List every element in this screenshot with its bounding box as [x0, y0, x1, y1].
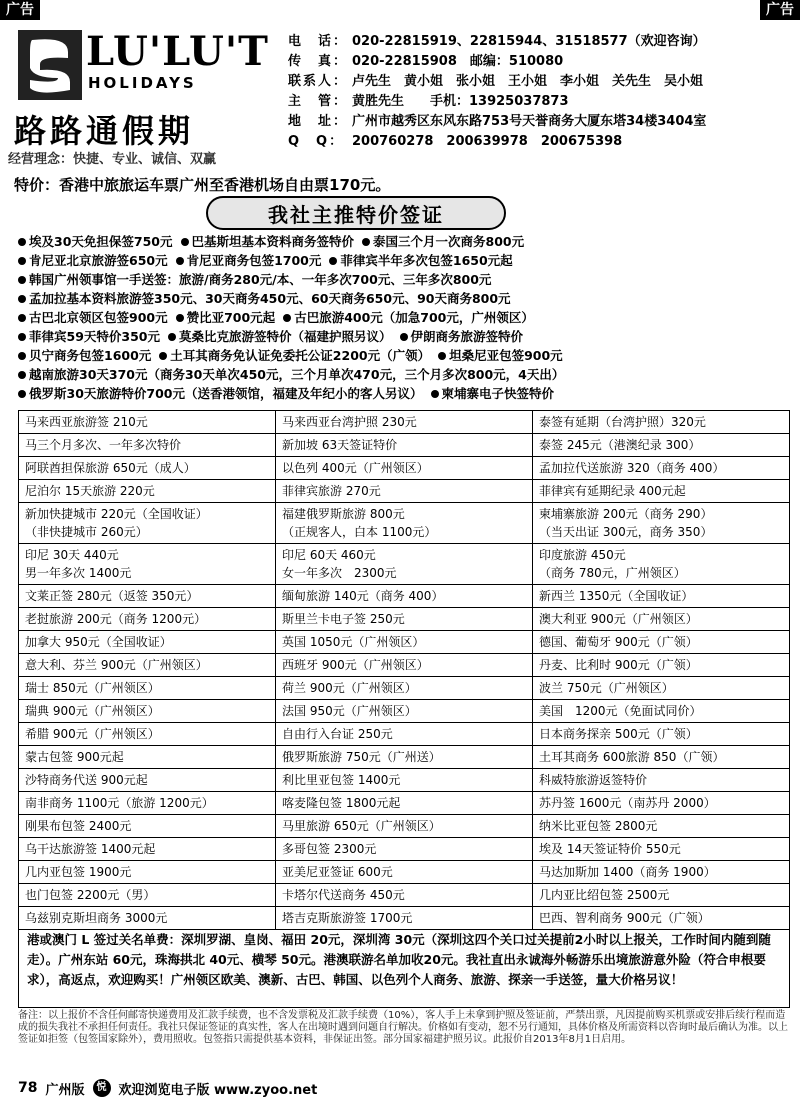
table-row — [19, 815, 790, 838]
table-cell: 阿联酋担保旅游 650元（成人） — [19, 457, 276, 480]
table-row — [19, 677, 790, 700]
contact-row-people: 联系人： 卢先生 黄小姐 张小姐 王小姐 李小姐 关先生 吴小姐 — [288, 74, 704, 89]
footer-text: 欢迎浏览电子版 www.zyoo.net — [118, 1082, 318, 1098]
table-cell: 刚果布包签 2400元 — [19, 815, 276, 838]
table-cell: 尼泊尔 15天旅游 220元 — [19, 480, 276, 503]
remark-note: 备注：以上报价不含任何邮寄快递费用及汇款手续费，也不含发票税及汇款手续费（10%），客人手上未拿到护照及签证前，严禁出票，凡因提前购买机票或安排后续行程而造成的损失我社不承担任何责任。我社只保证签证的真实性，客人在出境时遇到问题自行解决。价格如有变动，恕不另行通知，具体价格及所需资料以咨询时最后确认为准。以上签证如拒签（包签国家除外），费用照收。包签指只需提供基本资料，非保证出签。部分国家福建护照另议。此报价自2013年8月1日启用。 — [18, 1010, 788, 1045]
table-cell: 以色列 400元（广州领区） — [276, 457, 533, 480]
list-item: 泰国三个月一次商务800元 — [362, 234, 524, 249]
table-cell: 土耳其商务 600旅游 850（广领） — [533, 746, 790, 769]
list-item: 坦桑尼亚包签900元 — [438, 348, 563, 363]
bullet-dot-icon — [18, 333, 26, 341]
table-cell: 巴西、智利商务 900元（广领） — [533, 907, 790, 930]
table-cell: 波兰 750元（广州领区） — [533, 677, 790, 700]
bullet-line — [18, 327, 788, 346]
table-cell: 新加快捷城市 220元（全国收证） （非快捷城市 260元） — [19, 503, 276, 544]
table-cell: 英国 1050元（广州领区） — [276, 631, 533, 654]
list-item: 菲律宾59天特价350元 — [18, 329, 160, 344]
section-banner — [206, 196, 506, 230]
bullet-dot-icon — [159, 352, 167, 360]
bullet-dot-icon — [283, 314, 291, 322]
contact-row-manager: 主 管： 黄胜先生 手机：13925037873 — [288, 94, 569, 109]
table-cell: 马达加斯加 1400（商务 1900） — [533, 861, 790, 884]
table-cell: 新加坡 63天签证特价 — [276, 434, 533, 457]
table-cell: 马来西亚台湾护照 230元 — [276, 411, 533, 434]
table-cell: 亚美尼亚签证 600元 — [276, 861, 533, 884]
table-cell: 日本商务探亲 500元（广领） — [533, 723, 790, 746]
table-cell: 法国 950元（广州领区） — [276, 700, 533, 723]
list-item: 肯尼亚北京旅游签650元 — [18, 253, 168, 268]
bullet-dot-icon — [18, 238, 26, 246]
list-item: 越南旅游30天370元（商务30天单次450元，三个月单次470元，三个月多次800元，4天出） — [18, 367, 564, 382]
table-cell: 孟加拉代送旅游 320（商务 400） — [533, 457, 790, 480]
table-cell: 科威特旅游返签特价 — [533, 769, 790, 792]
list-item: 古巴北京领区包签900元 — [18, 310, 168, 325]
list-item: 柬埔寨电子快签特价 — [431, 386, 555, 401]
table-cell: 泰签有延期（台湾护照）320元 — [533, 411, 790, 434]
table-cell: 印度旅游 450元 （商务 780元，广州领区） — [533, 544, 790, 585]
table-cell: 利比里亚包签 1400元 — [276, 769, 533, 792]
page-footer — [0, 1076, 800, 1100]
table-row — [19, 746, 790, 769]
table-row — [19, 838, 790, 861]
brand-sub-en: HOLIDAYS — [88, 74, 197, 92]
bullet-dot-icon — [438, 352, 446, 360]
table-cell: 新西兰 1350元（全国收证） — [533, 585, 790, 608]
table-cell: 德国、葡萄牙 900元（广领） — [533, 631, 790, 654]
table-cell: 南非商务 1100元（旅游 1200元） — [19, 792, 276, 815]
contact-row-qq: Q Q： 200760278 200639978 200675398 — [288, 134, 623, 149]
table-cell: 泰签 245元（港澳纪录 300） — [533, 434, 790, 457]
table-cell: 美国 1200元（免面试同价） — [533, 700, 790, 723]
price-table — [18, 410, 790, 930]
table-cell: 菲律宾旅游 270元 — [276, 480, 533, 503]
table-cell: 沙特商务代送 900元起 — [19, 769, 276, 792]
contact-row-fax: 传 真： 020-22815908 邮编：510080 — [288, 54, 564, 69]
list-item: 菲律宾半年多次包签1650元起 — [329, 253, 512, 268]
bullet-dot-icon — [18, 390, 26, 398]
table-cell: 喀麦隆包签 1800元起 — [276, 792, 533, 815]
table-cell: 也门包签 2200元（男） — [19, 884, 276, 907]
list-item: 赞比亚700元起 — [176, 310, 276, 325]
table-cell: 印尼 30天 440元 男一年多次 1400元 — [19, 544, 276, 585]
list-item: 韩国广州领事馆一手送签：旅游/商务280元/本、一年多次700元、三年多次800元 — [18, 272, 491, 287]
list-item: 孟加拉基本资料旅游签350元、30天商务450元、60天商务650元、90天商务800元 — [18, 291, 511, 306]
bullet-dot-icon — [176, 257, 184, 265]
bullet-line — [18, 270, 788, 289]
special-offer: 特价：香港中旅旅运车票广州至香港机场自由票170元。 — [14, 176, 391, 194]
list-item: 俄罗斯30天旅游特价700元（送香港领馆，福建及年纪小的客人另议） — [18, 386, 423, 401]
table-cell: 西班牙 900元（广州领区） — [276, 654, 533, 677]
footer-badge-icon: 悦 — [93, 1079, 111, 1097]
table-cell: 希腊 900元（广州领区） — [19, 723, 276, 746]
table-cell: 丹麦、比利时 900元（广领） — [533, 654, 790, 677]
brand-motto: 经营理念：快捷、专业、诚信、双赢 — [8, 152, 217, 167]
bullet-dot-icon — [431, 390, 439, 398]
table-cell: 印尼 60天 460元 女一年多次 2300元 — [276, 544, 533, 585]
table-cell: 几内亚包签 1900元 — [19, 861, 276, 884]
list-item: 巴基斯坦基本资料商务签特价 — [181, 234, 355, 249]
table-cell: 马里旅游 650元（广州领区） — [276, 815, 533, 838]
table-row — [19, 608, 790, 631]
table-cell: 乌干达旅游签 1400元起 — [19, 838, 276, 861]
bullet-line — [18, 308, 788, 327]
table-row — [19, 907, 790, 930]
list-item: 肯尼亚商务包签1700元 — [176, 253, 322, 268]
ad-tag-right: 广告 — [760, 0, 800, 20]
table-cell: 蒙古包签 900元起 — [19, 746, 276, 769]
table-row — [19, 654, 790, 677]
bullet-dot-icon — [168, 333, 176, 341]
bullet-dot-icon — [176, 314, 184, 322]
table-cell: 老挝旅游 200元（商务 1200元） — [19, 608, 276, 631]
table-cell: 自由行入台证 250元 — [276, 723, 533, 746]
featured-visa-list — [18, 232, 788, 403]
contact-row-address: 地 址： 广州市越秀区东风东路753号天誉商务大厦东塔34楼3404室 — [288, 114, 707, 129]
contact-info — [288, 32, 792, 152]
table-cell: 菲律宾有延期纪录 400元起 — [533, 480, 790, 503]
table-row — [19, 700, 790, 723]
table-cell: 乌兹别克斯坦商务 3000元 — [19, 907, 276, 930]
contact-row-phone: 电 话： 020-22815919、22815944、31518577（欢迎咨询） — [288, 34, 706, 49]
table-cell: 几内亚比绍包签 2500元 — [533, 884, 790, 907]
table-row — [19, 503, 790, 544]
list-item: 古巴旅游400元（加急700元，广州领区） — [283, 310, 534, 325]
table-row — [19, 884, 790, 907]
list-item: 土耳其商务免认证免委托公证2200元（广领） — [159, 348, 430, 363]
table-cell: 马来西亚旅游签 210元 — [19, 411, 276, 434]
table-cell: 纳米比亚包签 2800元 — [533, 815, 790, 838]
table-row — [19, 411, 790, 434]
bullet-dot-icon — [18, 257, 26, 265]
bullet-line — [18, 251, 788, 270]
table-row — [19, 585, 790, 608]
brand-logo — [8, 26, 276, 174]
table-row — [19, 723, 790, 746]
brand-name-en: LU'LU'T — [86, 28, 269, 75]
bullet-dot-icon — [18, 352, 26, 360]
table-cell: 意大利、芬兰 900元（广州领区） — [19, 654, 276, 677]
bullet-dot-icon — [18, 276, 26, 284]
table-row — [19, 480, 790, 503]
table-cell: 澳大利亚 900元（广州领区） — [533, 608, 790, 631]
banner-title: 我社主推特价签证 — [268, 202, 444, 227]
table-cell: 多哥包签 2300元 — [276, 838, 533, 861]
bullet-dot-icon — [400, 333, 408, 341]
table-row — [19, 631, 790, 654]
bullet-line — [18, 232, 788, 251]
table-cell: 荷兰 900元（广州领区） — [276, 677, 533, 700]
brand-mark-icon — [18, 30, 82, 100]
table-cell: 马三个月多次、一年多次特价 — [19, 434, 276, 457]
table-row — [19, 434, 790, 457]
footer-section: 广州版 — [45, 1082, 85, 1098]
table-cell: 柬埔寨旅游 200元（商务 290） （当天出证 300元，商务 350） — [533, 503, 790, 544]
table-row — [19, 457, 790, 480]
bullet-dot-icon — [362, 238, 370, 246]
list-item: 埃及30天免担保签750元 — [18, 234, 173, 249]
table-row — [19, 792, 790, 815]
bullet-line — [18, 384, 788, 403]
bullet-dot-icon — [181, 238, 189, 246]
table-cell: 福建俄罗斯旅游 800元 （正规客人，白本 1100元） — [276, 503, 533, 544]
table-cell: 瑞士 850元（广州领区） — [19, 677, 276, 700]
list-item: 莫桑比克旅游签特价（福建护照另议） — [168, 329, 392, 344]
page-number: 78 — [18, 1080, 38, 1096]
list-item: 贝宁商务包签1600元 — [18, 348, 151, 363]
table-cell: 斯里兰卡电子签 250元 — [276, 608, 533, 631]
bullet-line — [18, 346, 788, 365]
bullet-dot-icon — [329, 257, 337, 265]
table-cell: 瑞典 900元（广州领区） — [19, 700, 276, 723]
table-cell: 塔吉克斯旅游签 1700元 — [276, 907, 533, 930]
table-cell: 卡塔尔代送商务 450元 — [276, 884, 533, 907]
list-item: 伊朗商务旅游签特价 — [400, 329, 524, 344]
bullet-dot-icon — [18, 295, 26, 303]
bullet-line — [18, 289, 788, 308]
table-row — [19, 861, 790, 884]
table-cell: 加拿大 950元（全国收证） — [19, 631, 276, 654]
table-cell: 苏丹签 1600元（南苏丹 2000） — [533, 792, 790, 815]
bullet-dot-icon — [18, 371, 26, 379]
table-cell: 埃及 14天签证特价 550元 — [533, 838, 790, 861]
table-row — [19, 544, 790, 585]
bullet-dot-icon — [18, 314, 26, 322]
table-cell: 俄罗斯旅游 750元（广州送） — [276, 746, 533, 769]
table-cell: 缅甸旅游 140元（商务 400） — [276, 585, 533, 608]
header — [8, 26, 792, 174]
bullet-line — [18, 365, 788, 384]
ad-tag-left: 广告 — [0, 0, 40, 20]
brand-name-cn: 路路通假期 — [14, 112, 195, 150]
customs-notice: 港或澳门 L 签过关名单费：深圳罗湖、皇岗、福田 20元，深圳湾 30元（深圳这四个关口过关提前2小时以上报关，工作时间内随到随走）。广州东站 60元，珠海拱北 40元、横琴 50元。港澳联游名单加收20元。我社直出永诚海外畅游乐出境旅游意外险（符合申根要求），高返点，欢迎购买！广州领区欧美、澳新、古巴、韩国、以色列个人商务、旅游、探亲一手送签，量大价格另议！ — [18, 928, 790, 1008]
table-row — [19, 769, 790, 792]
table-cell: 文莱正签 280元（返签 350元） — [19, 585, 276, 608]
